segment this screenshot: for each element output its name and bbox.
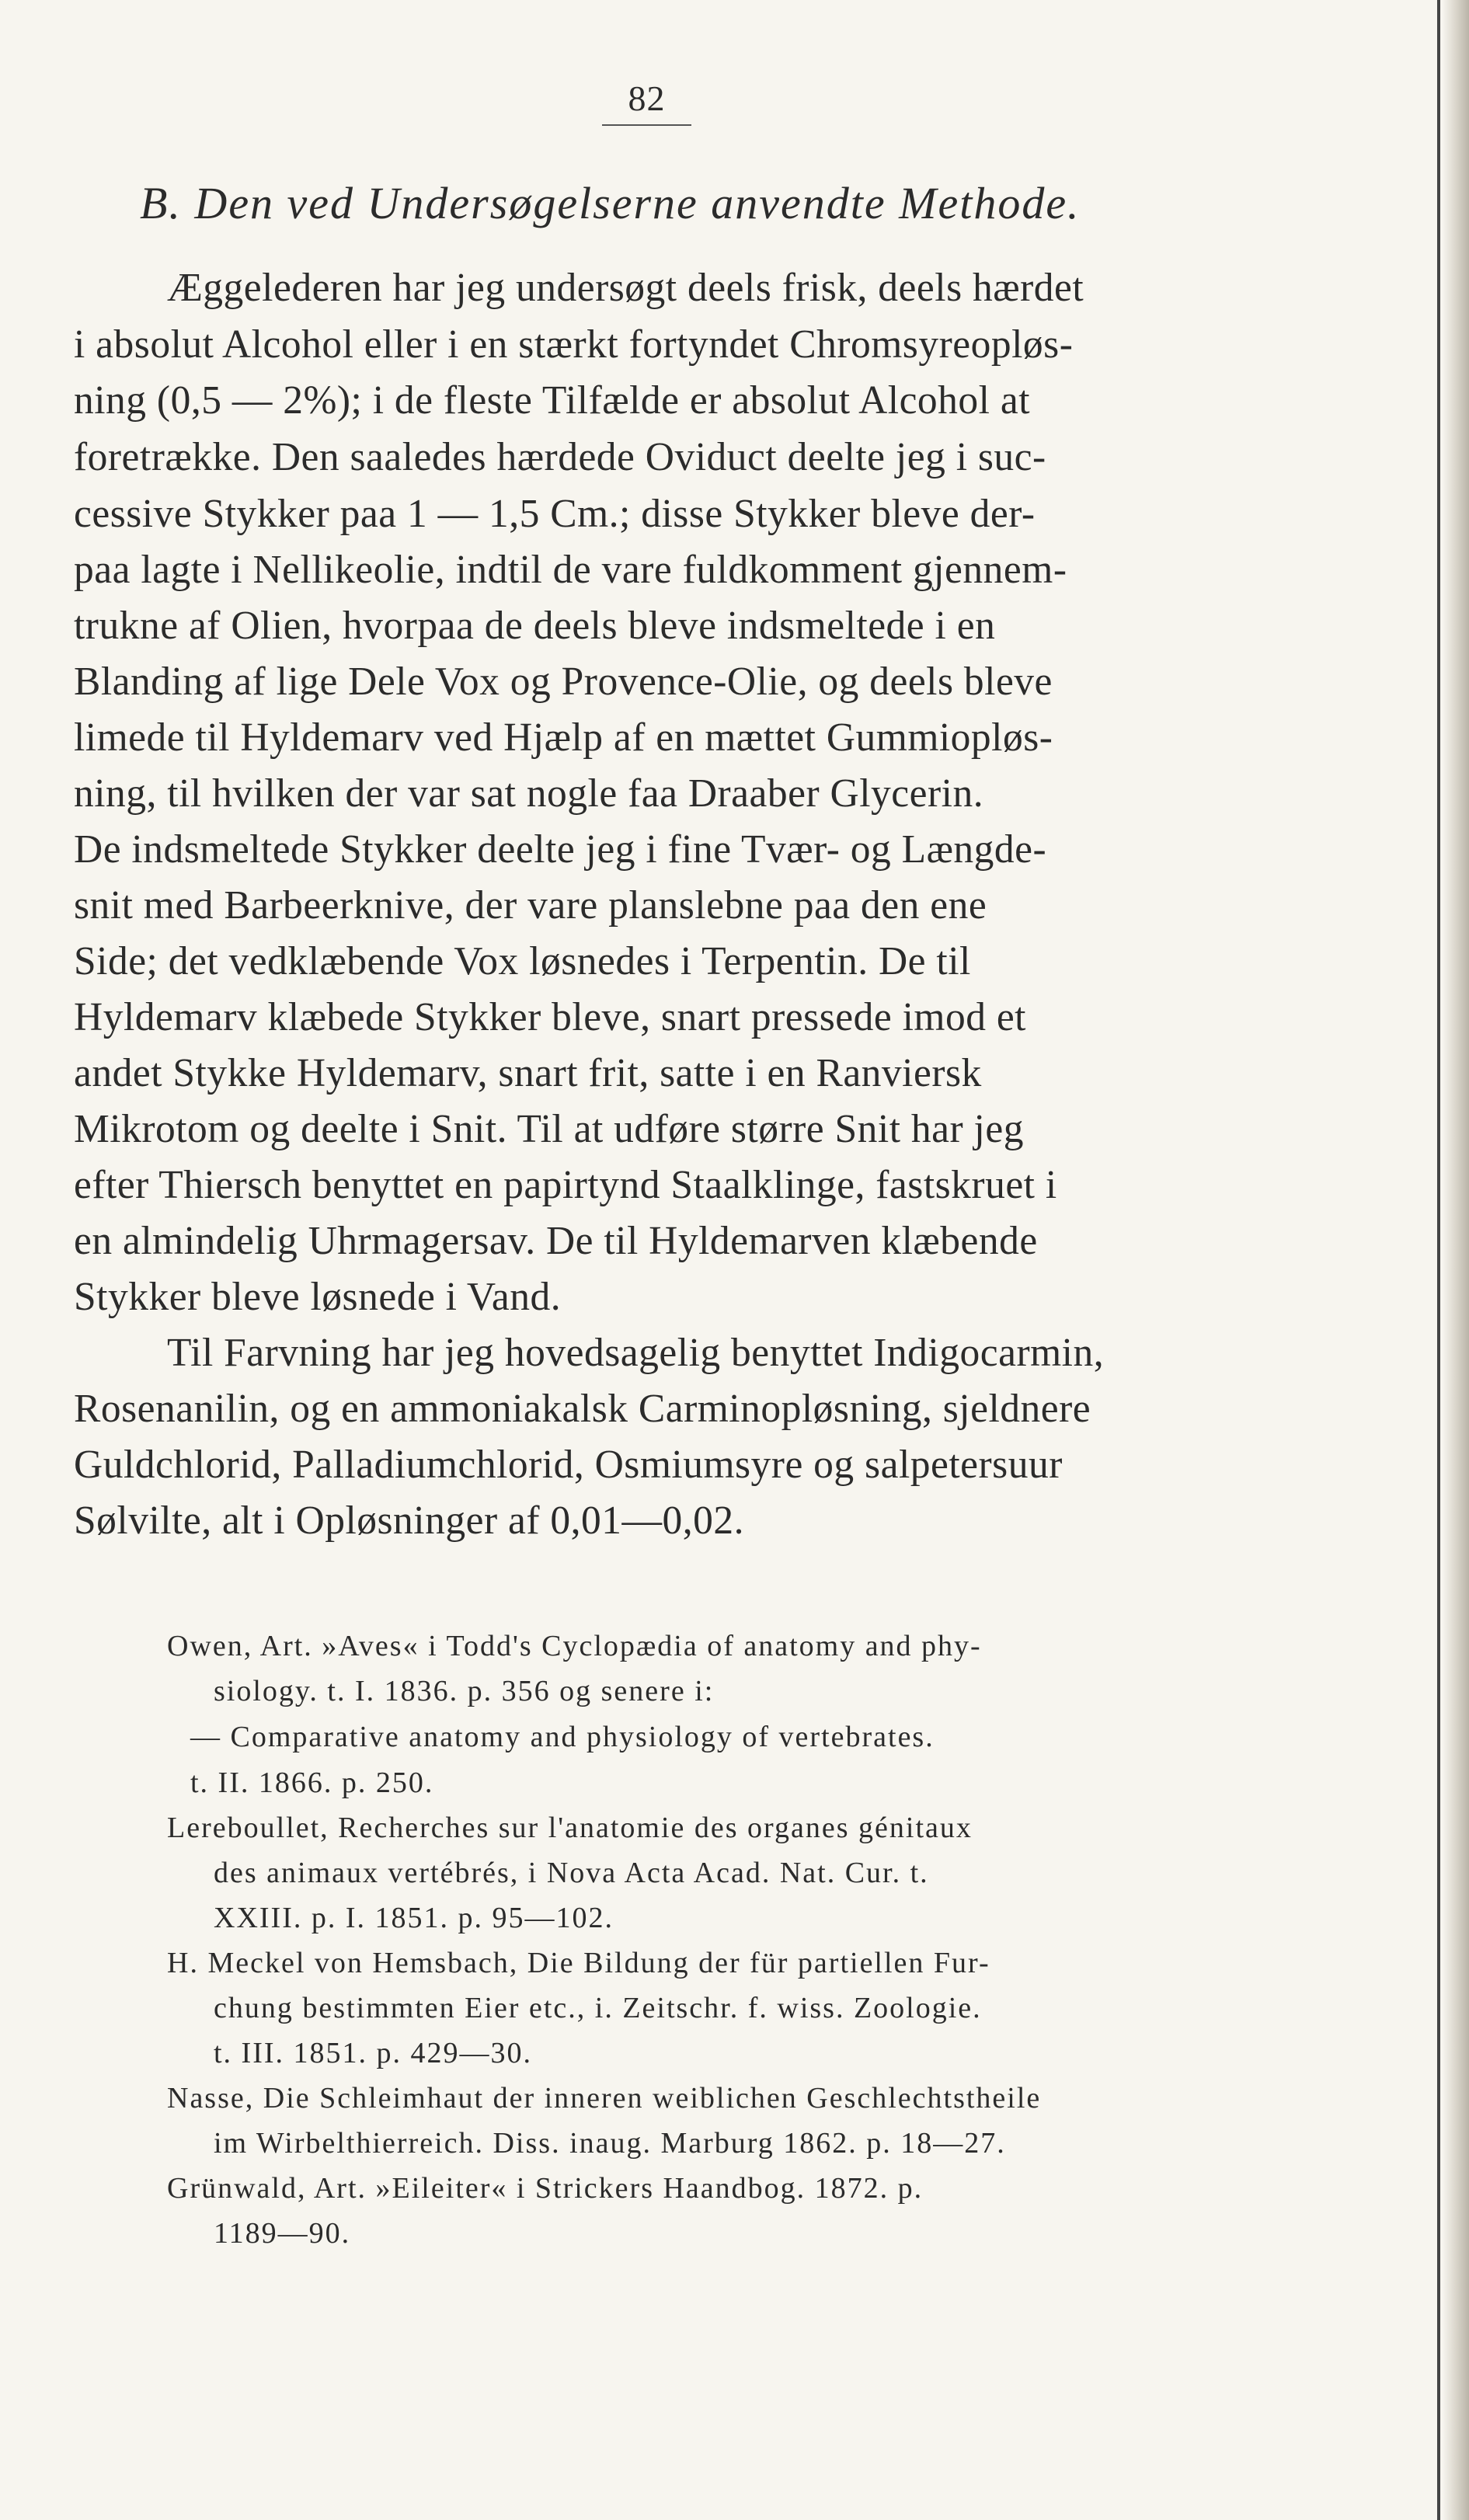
- section-heading: B. Den ved Undersøgelserne anvendte Methode.: [140, 178, 1081, 228]
- body-line: limede til Hyldemarv ved Hjælp af en mættet Gummiopløs-: [74, 715, 1053, 760]
- body-line: foretrække. Den saaledes hærdede Oviduct deelte jeg i suc-: [74, 435, 1046, 479]
- body-line: Blanding af lige Dele Vox og Provence-Olie, og deels bleve: [74, 660, 1053, 704]
- body-line: Mikrotom og deelte i Snit. Til at udføre større Snit har jeg: [74, 1107, 1024, 1151]
- body-line: Til Farvning har jeg hovedsagelig benyttet Indigocarmin,: [167, 1331, 1105, 1375]
- body-line: snit med Barbeerknive, der vare planslebne paa den ene: [74, 883, 987, 928]
- footnote-line: H. Meckel von Hemsbach, Die Bildung der für partiellen Fur-: [167, 1947, 990, 1979]
- footnote-line: Nasse, Die Schleimhaut der inneren weiblichen Geschlechtstheile: [167, 2082, 1042, 2115]
- body-line: ning (0,5 — 2%); i de fleste Tilfælde er absolut Alcohol at: [74, 378, 1031, 423]
- footnote-line: chung bestimmten Eier etc., i. Zeitschr. f. wiss. Zoologie.: [214, 1992, 982, 2024]
- footnote-line: — Comparative anatomy and physiology of vertebrates.: [190, 1721, 935, 1753]
- body-line: Side; det vedklæbende Vox løsnedes i Terpentin. De til: [74, 939, 971, 983]
- body-line: ning, til hvilken der var sat nogle faa Draaber Glycerin.: [74, 771, 984, 816]
- body-line: trukne af Olien, hvorpaa de deels bleve indsmeltede i en: [74, 604, 996, 648]
- footnote-line: im Wirbelthierreich. Diss. inaug. Marburg 1862. p. 18—27.: [214, 2127, 1006, 2160]
- body-line: Sølvilte, alt i Opløsninger af 0,01—0,02.: [74, 1498, 745, 1543]
- body-line: Stykker bleve løsnede i Vand.: [74, 1275, 562, 1319]
- body-line: efter Thiersch benyttet en papirtynd Staalklinge, fastskruet i: [74, 1163, 1057, 1207]
- page-edge-line: [1437, 0, 1440, 2520]
- footnote-line: t. II. 1866. p. 250.: [190, 1766, 434, 1799]
- page-number: 82: [628, 78, 666, 118]
- page-edge-shadow: [1443, 0, 1469, 2520]
- footnote-line: Lereboullet, Recherches sur l'anatomie des organes génitaux: [167, 1812, 973, 1844]
- footnote-line: siology. t. I. 1836. p. 356 og senere i:: [214, 1675, 715, 1707]
- body-line: Æggelederen har jeg undersøgt deels frisk, deels hærdet: [167, 266, 1084, 310]
- footnote-line: XXIII. p. I. 1851. p. 95—102.: [214, 1902, 614, 1934]
- page-number-rule: [602, 124, 691, 126]
- body-line: paa lagte i Nellikeolie, indtil de vare fuldkomment gjennem-: [74, 548, 1067, 592]
- body-line: Guldchlorid, Palladiumchlorid, Osmiumsyre og salpetersuur: [74, 1443, 1063, 1487]
- footnote-line: Grünwald, Art. »Eileiter« i Strickers Haandbog. 1872. p.: [167, 2172, 924, 2205]
- body-line: andet Stykke Hyldemarv, snart frit, satte i en Ranviersk: [74, 1051, 982, 1095]
- body-line: De indsmeltede Stykker deelte jeg i fine Tvær- og Længde-: [74, 827, 1047, 872]
- footnote-line: 1189—90.: [214, 2217, 351, 2250]
- footnote-line: t. III. 1851. p. 429—30.: [214, 2037, 533, 2069]
- footnote-line: des animaux vertébrés, i Nova Acta Acad. Nat. Cur. t.: [214, 1857, 929, 1889]
- body-line: Rosenanilin, og en ammoniakalsk Carminopløsning, sjeldnere: [74, 1387, 1091, 1431]
- body-line: Hyldemarv klæbede Stykker bleve, snart pressede imod et: [74, 995, 1026, 1039]
- body-line: cessive Stykker paa 1 — 1,5 Cm.; disse Stykker bleve der-: [74, 492, 1036, 536]
- footnote-line: Owen, Art. »Aves« i Todd's Cyclopædia of anatomy and phy-: [167, 1630, 982, 1662]
- body-line: i absolut Alcohol eller i en stærkt fortyndet Chromsyreopløs-: [74, 322, 1074, 367]
- body-line: en almindelig Uhrmagersav. De til Hyldemarven klæbende: [74, 1219, 1038, 1263]
